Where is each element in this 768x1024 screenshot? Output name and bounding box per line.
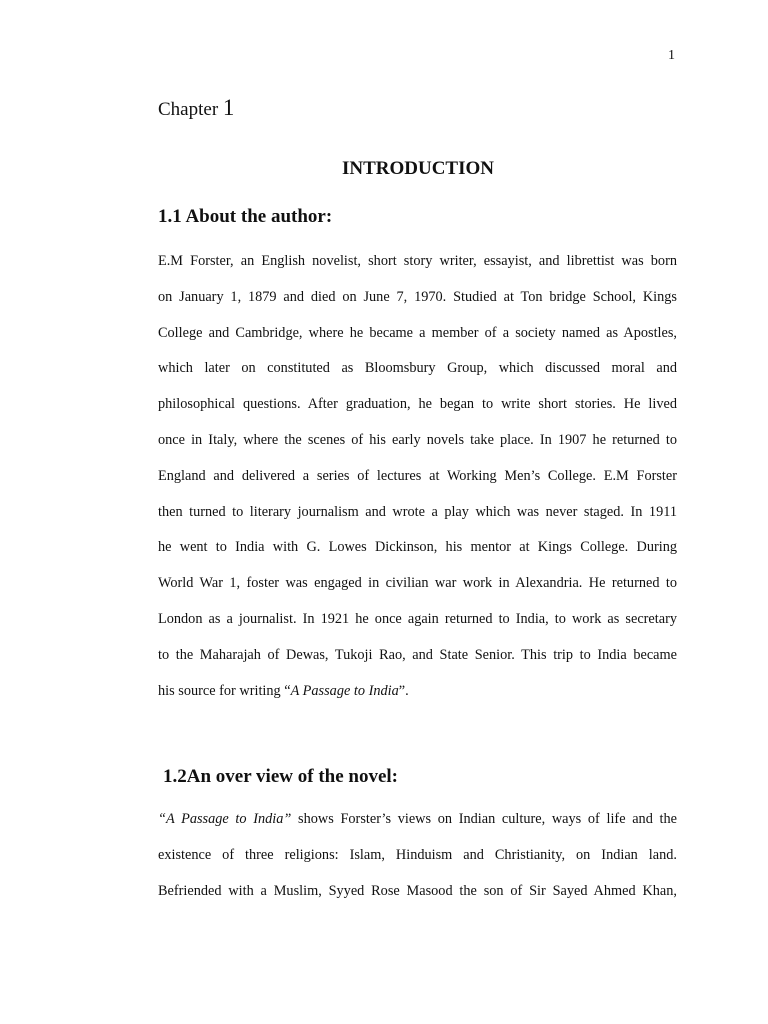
section-heading-novel-overview: 1.2An over view of the novel: — [163, 766, 399, 787]
paragraph-line: existence of three religions: Islam, Hinduism and Christianity, on Indian land. — [158, 846, 677, 863]
paragraph-line: Befriended with a Muslim, Syyed Rose Masood the son of Sir Sayed Ahmed Khan, — [158, 882, 677, 899]
paragraph-line: then turned to literary journalism and wrote a play which was never staged. In 1911 — [158, 503, 677, 520]
line-text: shows Forster’s views on Indian culture, ways of life and the — [291, 811, 677, 827]
paragraph-novel-overview — [158, 802, 677, 909]
chapter-title: INTRODUCTION — [341, 158, 495, 179]
paragraph-line: once in Italy, where the scenes of his early novels take place. In 1907 he returned to — [158, 431, 677, 448]
chapter-word: Chapter — [158, 99, 219, 120]
paragraph-line: he went to India with G. Lowes Dickinson, his mentor at Kings College. During — [158, 539, 677, 556]
line-text: ”. — [398, 682, 409, 699]
paragraph-line: College and Cambridge, where he became a member of a society named as Apostles, — [158, 324, 677, 341]
novel-title-italic: “A Passage to India” — [158, 811, 292, 827]
paragraph-line: philosophical questions. After graduation, he began to write short stories. He lived — [158, 396, 677, 413]
paragraph-line: which later on constituted as Bloomsbury Group, which discussed moral and — [158, 360, 677, 377]
paragraph-line: England and delivered a series of lectures at Working Men’s College. E.M Forster — [158, 467, 677, 484]
paragraph-line: on January 1, 1879 and died on June 7, 1970. Studied at Ton bridge School, Kings — [158, 288, 677, 305]
paragraph-line: E.M Forster, an English novelist, short story writer, essayist, and librettist was born — [158, 253, 677, 269]
paragraph-line-first — [158, 802, 677, 838]
page-number: 1 — [668, 48, 675, 63]
paragraph-about-author — [158, 244, 677, 709]
paragraph-line: World War 1, foster was engaged in civilian war work in Alexandria. He returned to — [158, 575, 677, 592]
chapter-label — [158, 96, 234, 122]
section-heading-about-author: 1.1 About the author: — [158, 206, 333, 227]
paragraph-line: London as a journalist. In 1921 he once again returned to India, to work as secretary — [158, 610, 677, 627]
line-text: his source for writing “ — [158, 682, 291, 699]
paragraph-line: to the Maharajah of Dewas, Tukoji Rao, and State Senior. This trip to India became — [158, 646, 677, 663]
paragraph-line-last — [158, 674, 677, 710]
novel-title-italic: A Passage to India — [290, 682, 399, 699]
chapter-number: 1 — [222, 95, 235, 120]
